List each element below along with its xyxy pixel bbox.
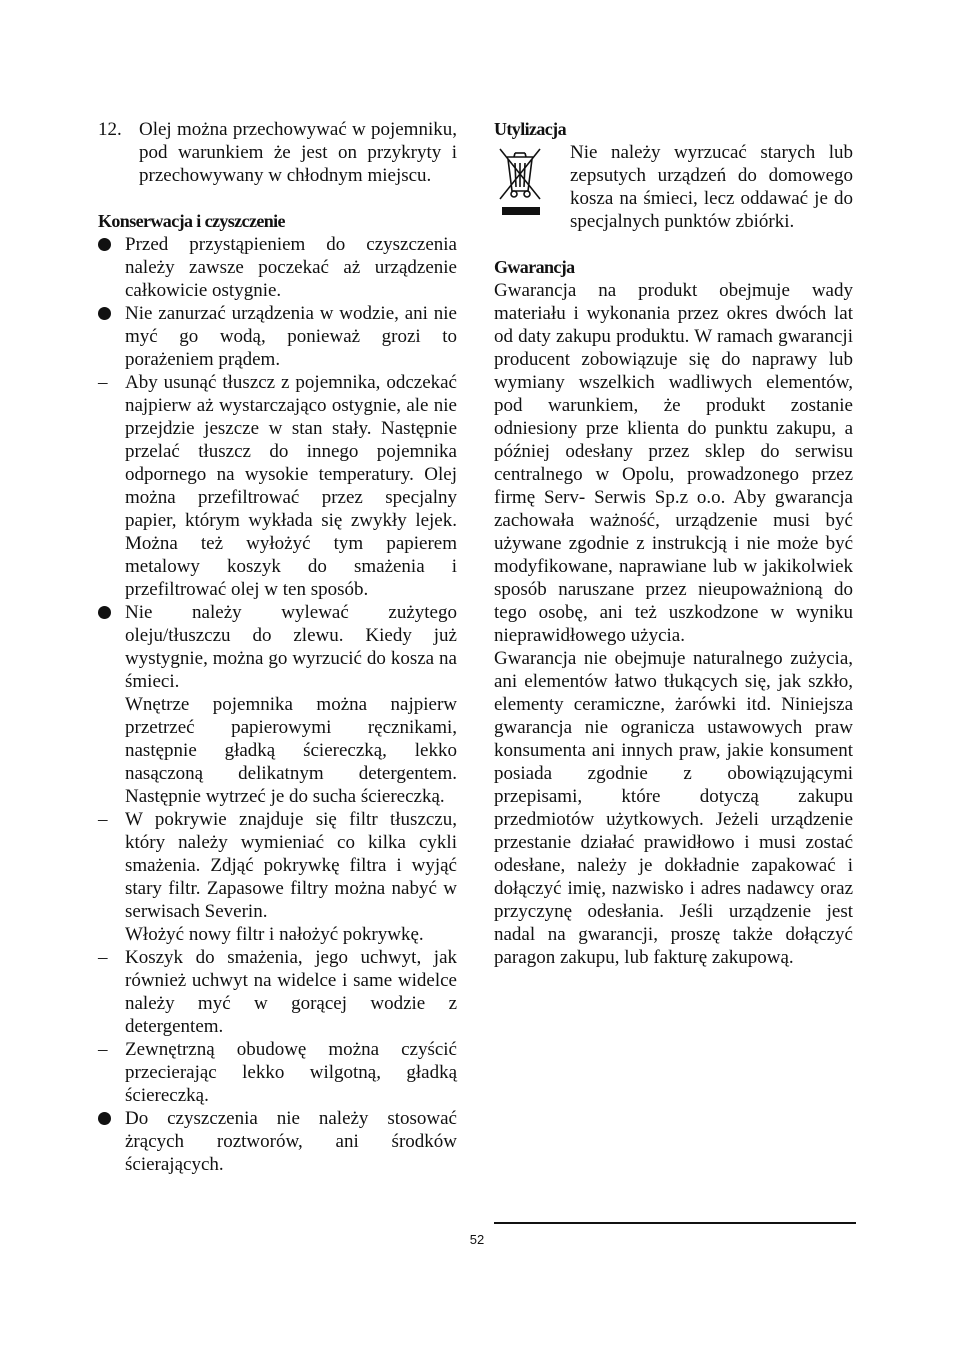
disposal-block [494,141,853,233]
list-item-text: Koszyk do smażenia, jego uchwyt, jak również uchwyt na widelce i same widelce należy myć w gorącej wodzie z detergentem. [125,947,457,1037]
list-item [98,946,457,1038]
list-item [98,1038,457,1107]
page-number: 52 [469,1232,485,1247]
bullet-icon [98,233,120,257]
crossed-out-wheelie-bin-icon [494,141,550,233]
list-item [98,371,457,601]
list-item [98,233,457,302]
interior-cleaning-text: Wnętrze pojemnika można najpierw przetrzeć papierowymi ręcznikami, następnie gładką ściereczką, lekko nasączoną delikatnym detergentem. Następnie wytrzeć je do sucha ściereczką. [125,694,457,807]
list-item [98,601,457,693]
right-column [494,118,853,969]
footer-rule [494,1222,856,1224]
bullet-icon [98,302,120,326]
list-item [98,1107,457,1176]
list-item-text: Do czyszczenia nie należy stosować żrących roztworów, ani środków ścierających. [125,1108,457,1175]
left-column [98,118,457,1176]
section-title-disposal: Utylizacja [494,119,566,139]
bullet-icon [98,1107,120,1131]
list-item-text: Aby usunąć tłuszcz z pojemnika, odczekać najpierw aż wystarczająco ostygnie, ale nie przejdzie jeszcze w stan stały. Następnie przelać tłuszcz do innego pojemnika odpornego na wysokie temperatury. Olej można przefiltrować przez specjalny papier, którym wykłada się zwykły lejek. Można też wyłożyć tym papierem metalowy koszyk do smażenia i przefiltrować olej w ten sposób. [125,372,457,600]
bullet-icon [98,601,120,625]
list-item-text: Nie zanurzać urządzenia w wodzie, ani nie myć go wodą, ponieważ grozi to porażeniem prądem. [125,303,457,370]
list-item-text: Przed przystąpieniem do czyszczenia należy zawsze poczekać aż urządzenie całkowicie ostygnie. [125,234,457,301]
list-item [98,302,457,371]
list-item [98,808,457,923]
item-text: Olej można przechowywać w pojemniku, pod warunkiem że jest on przykryty i przechowywany w chłodnym miejscu. [139,119,457,186]
list-item-text: Nie należy wylewać zużytego oleju/tłuszczu do zlewu. Kiedy już wystygnie, można go wyrzucić do kosza na śmieci. [125,602,457,692]
disposal-text: Nie należy wyrzucać starych lub zepsutych urządzeń do domowego kosza na śmieci, lecz oddawać je do specjalnych punktów zbiórki. [570,142,853,232]
dash-marker: – [98,809,108,830]
item-number: 12. [98,119,122,140]
section-title-warranty: Gwarancja [494,257,575,277]
section-title-maintenance: Konserwacja i czyszczenie [98,211,285,231]
list-item-text: W pokrywie znajduje się filtr tłuszczu, który należy wymieniać co kilka cykli smażenia. Zdjąć pokrywkę filtra i wyjąć stary filtr. Zapasowe filtry można nabyć w serwisach Severin. [125,809,457,922]
dash-marker: – [98,1039,108,1060]
list-item-text: Zewnętrzną obudowę można czyścić przecierając lekko wilgotną, gładką ściereczką. [125,1039,457,1106]
filter-note-text: Włożyć nowy filtr i nałożyć pokrywkę. [125,924,424,945]
warranty-paragraph-1: Gwarancja na produkt obejmuje wady materiału i wykonania przez okres dwóch lat od daty zakupu produktu. W ramach gwarancji producent zobowiązuje się do naprawy lub wymiany wszelkich wadliwych elementów, pod warunkiem, że produkt zostanie odniesiony prze klienta do punktu zakupu, a później odesłany przez sklep do serwisu centralnego w Opolu, prowadzonego przez firmę Serv- Serwis Sp.z o.o. Aby gwarancja zachowała ważność, urządzenie musi być używane zgodnie z instrukcją i nie może być modyfikowane, naprawiane lub w jakikolwiek sposób naruszane przez nieupoważnioną do tego osobę, ani też uszkodzone w wyniku nieprawidłowego użycia. [494,280,853,646]
dash-marker: – [98,372,108,393]
dash-marker: – [98,947,108,968]
warranty-paragraph-2: Gwarancja nie obejmuje naturalnego zużycia, ani elementów łatwo tłukących się, jak szkło, elementy ceramiczne, żarówki itd. Niniejsza gwarancja nie ogranicza ustawowych praw konsumenta ani innych praw, jakie konsument posiada zgodnie z obowiązującymi przepisami, które dotyczą zakupu przedmiotów użytkowych. Jeżeli urządzenie przestanie działać prawidłowo i musi zostać odesłane, należy je dokładnie zapakować i dołączyć imię, nazwisko i adres nadawcy oraz przyczynę odesłania. Jeśli urządzenie jest nadal na gwarancji, proszę także dołączyć paragon zakupu, lub fakturę zakupową. [494,648,853,968]
numbered-item-12 [98,118,457,187]
